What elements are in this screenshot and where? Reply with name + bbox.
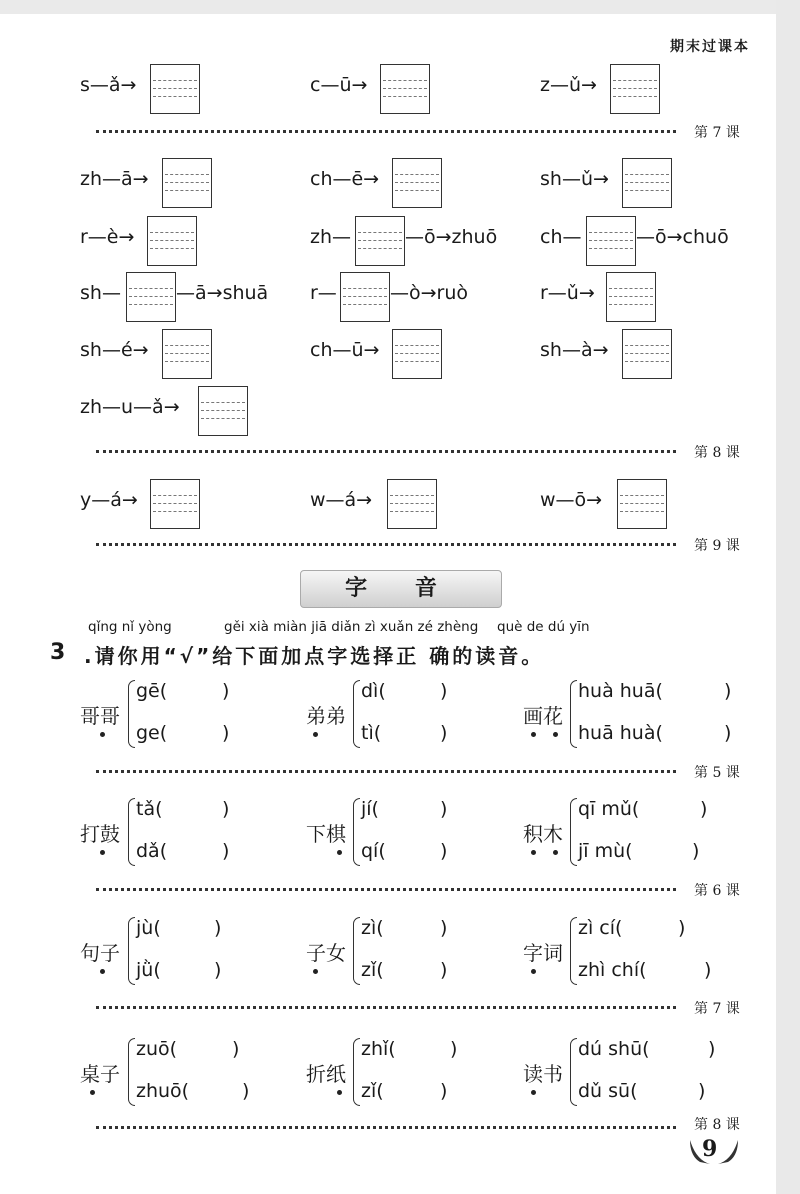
dotted-separator: [96, 770, 676, 773]
spell-prompt: zh—ā→: [80, 168, 149, 190]
lesson-label: 第 9 课: [694, 538, 740, 554]
spell-prompt-post: —ā→shuā: [176, 282, 269, 304]
dotted-separator: [96, 450, 676, 453]
reading-option[interactable]: zuō(: [136, 1038, 178, 1060]
close-paren: ): [698, 1080, 706, 1102]
dotted-word: 折纸: [306, 1062, 346, 1086]
pinyin-annotation: gěi xià miàn jiā diǎn zì xuǎn zé zhèng: [224, 619, 479, 635]
dotted-word: 弟弟: [306, 704, 346, 728]
page-number: 9: [702, 1136, 718, 1162]
answer-box[interactable]: [392, 329, 442, 379]
close-paren: ): [440, 959, 448, 981]
lesson-label: 第 7 课: [694, 1001, 740, 1017]
spell-prompt: sh—é→: [80, 339, 149, 361]
dotted-word: 哥哥: [80, 704, 120, 728]
spell-prompt: r—ǔ→: [540, 282, 595, 304]
answer-box[interactable]: [606, 272, 656, 322]
emphasis-dot: [337, 850, 342, 855]
page-top-edge: [0, 0, 800, 14]
close-paren: ): [440, 722, 448, 744]
reading-option[interactable]: dǔ sū(: [578, 1080, 638, 1102]
emphasis-dot: [531, 969, 536, 974]
answer-box[interactable]: [387, 479, 437, 529]
brace: [570, 798, 577, 866]
brace: [128, 798, 135, 866]
emphasis-dot: [100, 732, 105, 737]
close-paren: ): [440, 917, 448, 939]
reading-option[interactable]: ge(: [136, 722, 168, 744]
book-title: 期末过课本: [670, 39, 750, 55]
close-paren: ): [724, 722, 732, 744]
reading-option[interactable]: huà huā(: [578, 680, 663, 702]
pinyin-annotation: qǐng nǐ yòng: [88, 619, 172, 635]
emphasis-dot: [531, 732, 536, 737]
emphasis-dot: [337, 1090, 342, 1095]
brace: [353, 680, 360, 748]
lesson-label: 第 7 课: [694, 125, 740, 141]
dotted-separator: [96, 1006, 676, 1009]
answer-box[interactable]: [147, 216, 197, 266]
dotted-separator: [96, 130, 676, 133]
spell-prompt: s—ǎ→: [80, 74, 137, 96]
page-right-edge: [776, 0, 800, 1194]
reading-option[interactable]: zì cí(: [578, 917, 623, 939]
answer-box[interactable]: [586, 216, 636, 266]
reading-option[interactable]: dì(: [361, 680, 386, 702]
brace: [128, 680, 135, 748]
close-paren: ): [678, 917, 686, 939]
dotted-word: 字词: [523, 941, 563, 965]
reading-option[interactable]: dǎ(: [136, 840, 168, 862]
answer-box[interactable]: [617, 479, 667, 529]
close-paren: ): [214, 959, 222, 981]
close-paren: ): [724, 680, 732, 702]
brace: [353, 917, 360, 985]
dotted-word: 桌子: [80, 1062, 120, 1086]
brace: [128, 917, 135, 985]
reading-option[interactable]: gē(: [136, 680, 168, 702]
emphasis-dot: [90, 1090, 95, 1095]
answer-box[interactable]: [162, 158, 212, 208]
brace: [353, 1038, 360, 1106]
spell-prompt-pre: ch—: [540, 226, 582, 248]
close-paren: ): [440, 680, 448, 702]
close-paren: ): [214, 917, 222, 939]
answer-box[interactable]: [150, 479, 200, 529]
reading-option[interactable]: zǐ(: [361, 1080, 384, 1102]
brace: [570, 680, 577, 748]
dotted-word: 画花: [523, 704, 563, 728]
spell-prompt: r—è→: [80, 226, 135, 248]
close-paren: ): [222, 722, 230, 744]
emphasis-dot: [313, 732, 318, 737]
close-paren: ): [440, 798, 448, 820]
close-paren: ): [440, 1080, 448, 1102]
emphasis-dot: [531, 850, 536, 855]
close-paren: ): [450, 1038, 458, 1060]
reading-option[interactable]: tǎ(: [136, 798, 163, 820]
answer-box[interactable]: [610, 64, 660, 114]
question-number: 3: [50, 640, 66, 665]
answer-box[interactable]: [380, 64, 430, 114]
section-title: 字 音: [300, 570, 502, 608]
close-paren: ): [222, 680, 230, 702]
reading-option[interactable]: jí(: [361, 798, 379, 820]
brace: [570, 1038, 577, 1106]
dotted-separator: [96, 888, 676, 891]
reading-option[interactable]: zhǐ(: [361, 1038, 396, 1060]
emphasis-dot: [100, 969, 105, 974]
close-paren: ): [222, 840, 230, 862]
close-paren: ): [222, 798, 230, 820]
spell-prompt: w—á→: [310, 489, 373, 511]
reading-option[interactable]: jǜ(: [136, 959, 161, 981]
answer-box[interactable]: [392, 158, 442, 208]
lesson-label: 第 6 课: [694, 883, 740, 899]
brace: [128, 1038, 135, 1106]
dotted-word: 读书: [523, 1062, 563, 1086]
reading-option[interactable]: zì(: [361, 917, 384, 939]
dotted-word: 下棋: [306, 822, 346, 846]
close-paren: ): [440, 840, 448, 862]
spell-prompt-post: —ò→ruò: [390, 282, 469, 304]
dotted-separator: [96, 1126, 676, 1129]
close-paren: ): [704, 959, 712, 981]
lesson-label: 第 8 课: [694, 1117, 740, 1133]
reading-option[interactable]: tì(: [361, 722, 382, 744]
spell-prompt: sh—à→: [540, 339, 609, 361]
spell-prompt-post: —ō→zhuō: [405, 226, 498, 248]
reading-option[interactable]: jī mù(: [578, 840, 633, 862]
emphasis-dot: [100, 850, 105, 855]
close-paren: ): [242, 1080, 250, 1102]
reading-option[interactable]: jù(: [136, 917, 161, 939]
dotted-word: 子女: [306, 941, 346, 965]
dotted-separator: [96, 543, 676, 546]
reading-option[interactable]: zǐ(: [361, 959, 384, 981]
answer-box[interactable]: [162, 329, 212, 379]
question-instruction: .请你用“√”给下面加点字选择正 确的读音。: [84, 644, 545, 668]
answer-box[interactable]: [198, 386, 248, 436]
pinyin-annotation: què de dú yīn: [497, 619, 590, 635]
emphasis-dot: [553, 850, 558, 855]
reading-option[interactable]: dú shū(: [578, 1038, 650, 1060]
reading-option[interactable]: zhuō(: [136, 1080, 190, 1102]
reading-option[interactable]: qí(: [361, 840, 386, 862]
emphasis-dot: [531, 1090, 536, 1095]
dotted-word: 打鼓: [80, 822, 120, 846]
spell-prompt: y—á→: [80, 489, 138, 511]
answer-box[interactable]: [622, 158, 672, 208]
answer-box[interactable]: [622, 329, 672, 379]
spell-prompt: ch—ē→: [310, 168, 380, 190]
spell-prompt-post: —ō→chuō: [636, 226, 729, 248]
spell-prompt: c—ū→: [310, 74, 368, 96]
spell-prompt: w—ō→: [540, 489, 603, 511]
dotted-word: 积木: [523, 822, 563, 846]
close-paren: ): [708, 1038, 716, 1060]
spell-prompt: z—ǔ→: [540, 74, 597, 96]
spell-prompt: ch—ū→: [310, 339, 380, 361]
emphasis-dot: [553, 732, 558, 737]
spell-prompt-pre: sh—: [80, 282, 121, 304]
reading-option[interactable]: qī mǔ(: [578, 798, 640, 820]
reading-option[interactable]: zhì chí(: [578, 959, 647, 981]
reading-option[interactable]: huā huà(: [578, 722, 663, 744]
emphasis-dot: [313, 969, 318, 974]
answer-box[interactable]: [150, 64, 200, 114]
lesson-label: 第 5 课: [694, 765, 740, 781]
spell-prompt-pre: zh—: [310, 226, 352, 248]
brace: [570, 917, 577, 985]
dotted-word: 句子: [80, 941, 120, 965]
spell-prompt-pre: r—: [310, 282, 337, 304]
close-paren: ): [692, 840, 700, 862]
close-paren: ): [232, 1038, 240, 1060]
answer-box[interactable]: [126, 272, 176, 322]
lesson-label: 第 8 课: [694, 445, 740, 461]
answer-box[interactable]: [340, 272, 390, 322]
close-paren: ): [700, 798, 708, 820]
spell-prompt: sh—ǔ→: [540, 168, 609, 190]
brace: [353, 798, 360, 866]
spell-prompt: zh—u—ǎ→: [80, 396, 180, 418]
answer-box[interactable]: [355, 216, 405, 266]
